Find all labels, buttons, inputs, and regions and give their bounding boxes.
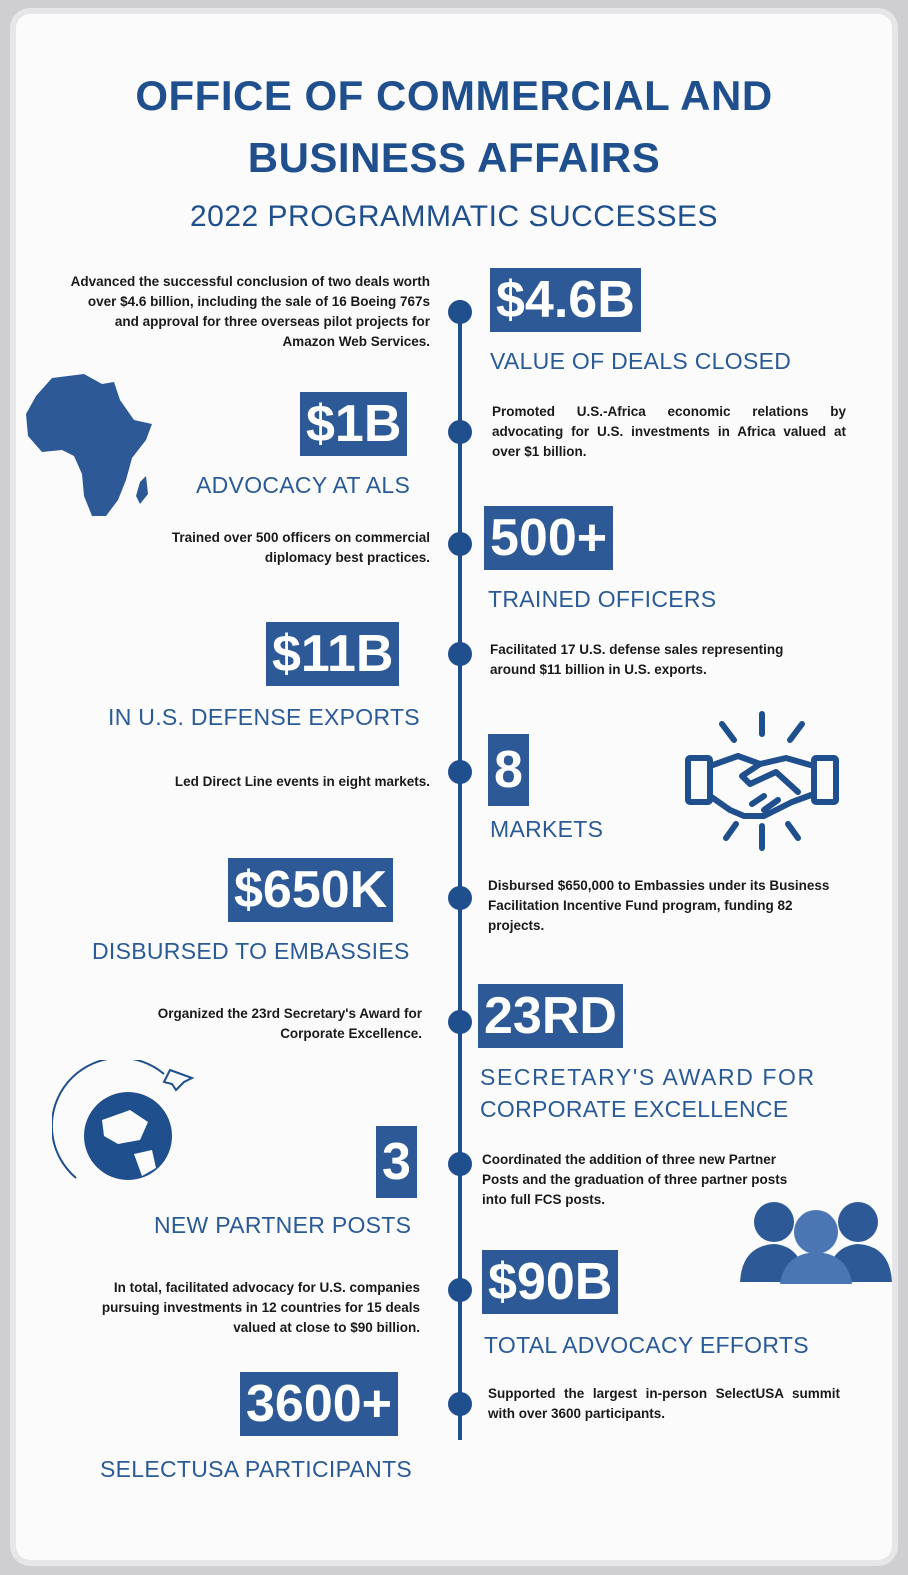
stat-figure: $1B	[300, 392, 407, 456]
stat-figure: 500+	[484, 506, 613, 570]
item-description: Promoted U.S.-Africa economic relations by advocating for U.S. investments in Africa valued at over $1 billion.	[492, 404, 846, 459]
stat-figure: 23RD	[478, 984, 623, 1048]
stat-label: IN U.S. DEFENSE EXPORTS	[108, 704, 420, 730]
item-description: Led Direct Line events in eight markets.	[174, 774, 430, 789]
stat-figure: $650K	[228, 858, 393, 922]
item-description: Facilitated 17 U.S. defense sales representing around $11 billion in U.S. exports.	[490, 642, 784, 677]
people-group-icon	[740, 1194, 892, 1284]
stat-label: ADVOCACY AT ALS	[196, 472, 411, 498]
item-description: Supported the largest in-person SelectUSA summit with over 3600 participants.	[488, 1386, 840, 1421]
africa-map-icon	[22, 370, 162, 520]
stat-label-line-2: CORPORATE EXCELLENCE	[480, 1096, 789, 1122]
timeline-dot	[448, 420, 472, 444]
timeline-dot	[448, 532, 472, 556]
timeline-line	[458, 300, 462, 1440]
stat-figure: 3600+	[240, 1372, 398, 1436]
item-description: Organized the 23rd Secretary's Award for Corporate Excellence.	[157, 1006, 422, 1041]
stat-figure: $11B	[266, 622, 399, 686]
timeline-dot	[448, 1010, 472, 1034]
stat-label-line-1: SECRETARY'S AWARD FOR	[480, 1064, 816, 1090]
item-description: Coordinated the addition of three new Partner Posts and the graduation of three partner posts into full FCS posts.	[482, 1152, 788, 1207]
stat-label: TRAINED OFFICERS	[488, 586, 717, 612]
stat-label: SELECTUSA PARTICIPANTS	[100, 1456, 413, 1482]
stat-figure: 8	[488, 734, 529, 806]
stat-label: TOTAL ADVOCACY EFFORTS	[484, 1332, 809, 1358]
timeline-dot	[448, 1152, 472, 1176]
stat-label: MARKETS	[490, 816, 604, 842]
page-subtitle: 2022 PROGRAMMATIC SUCCESSES	[189, 200, 719, 233]
timeline-dot	[448, 886, 472, 910]
page-title-line-2: BUSINESS AFFAIRS	[247, 134, 661, 181]
timeline-dot	[448, 760, 472, 784]
item-description: Disbursed $650,000 to Embassies under its Business Facilitation Incentive Fund program, funding 82 projects.	[488, 878, 830, 933]
stat-label: VALUE OF DEALS CLOSED	[490, 348, 792, 374]
globe-plane-icon	[52, 1060, 202, 1190]
timeline-dot	[448, 300, 472, 324]
stat-figure: $4.6B	[490, 268, 641, 332]
stat-figure: 3	[376, 1126, 417, 1198]
item-description: In total, facilitated advocacy for U.S. companies pursuing investments in 12 countries for 15 deals valued at close to $90 billion.	[101, 1280, 420, 1335]
stat-label: NEW PARTNER POSTS	[154, 1212, 412, 1238]
stat-label: DISBURSED TO EMBASSIES	[92, 938, 410, 964]
stat-figure: $90B	[482, 1250, 618, 1314]
timeline-dot	[448, 642, 472, 666]
timeline-dot	[448, 1392, 472, 1416]
handshake-icon	[682, 706, 842, 856]
item-description: Advanced the successful conclusion of two deals worth over $4.6 billion, including the sale of 16 Boeing 767s and approval for three overseas pilot projects for Amazon Web Services.	[70, 274, 430, 349]
timeline-dot	[448, 1278, 472, 1302]
page-title-line-1: OFFICE OF COMMERCIAL AND	[135, 72, 773, 119]
item-description: Trained over 500 officers on commercial diplomacy best practices.	[171, 530, 430, 565]
